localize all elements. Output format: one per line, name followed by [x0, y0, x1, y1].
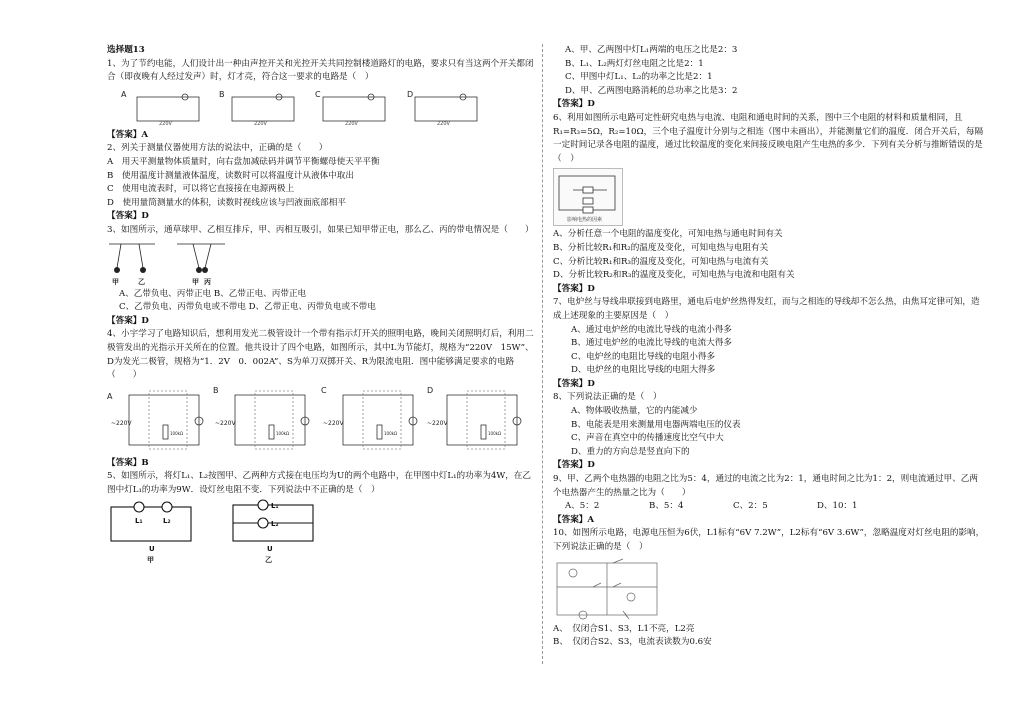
- section-title: 选择题13: [107, 45, 145, 55]
- q6-stem: 6、利用如图所示电路可定性研究电热与电流、电阻和通电时间的关系，图中三个电阻的材料和质量相同，且R₁=R₃=5Ω，R₂=10Ω，三个电子温度计分别与之相连（图中未画出），并能测量它们的温度．闭合开关后，每隔一定时间记录各电阻的温度，通过比较温度的变化来间接反映电阻产生电热的多少．下列有关分析与推断错误的是（ ）: [553, 112, 984, 164]
- q1-volt-b: 220V: [254, 120, 267, 127]
- q1-volt-c: 220V: [345, 120, 358, 127]
- q6-option-b: B、分析比较R₁和R₂的温度及变化，可知电热与电阻有关: [553, 242, 769, 253]
- q5-option-c: C、甲图中灯L₁、L₂的功率之比是2：1: [565, 72, 713, 83]
- right-column: [553, 44, 985, 650]
- q1-volt-d: 220V: [437, 120, 450, 127]
- q3-options-2: C、乙带负电、丙带负电或不带电 D、乙带正电、丙带负电或不带电: [119, 302, 376, 313]
- q9-stem: 9、甲、乙两个电热器的电阻之比为5：4，通过的电流之比为2：1，通电时间之比为1：2，则电流通过甲、乙两个电热器产生的热量之比为（ ）: [553, 474, 978, 498]
- q8-option-b: B、电能表是用来测量用电器两端电压的仪表: [571, 419, 741, 430]
- q10-option-b: B、 仅闭合S2、S3，电流表读数为0.6安: [553, 637, 712, 648]
- q7-option-d: D、电炉丝的电阻比导线的电阻大得多: [571, 365, 716, 376]
- q5-jia: 甲: [147, 556, 154, 565]
- q5-option-a: A、甲、乙两图中灯L₁两端的电压之比是2：3: [565, 45, 738, 55]
- q3-options-1: A、乙带负电、丙带正电 B、乙带正电、丙带正电: [119, 288, 307, 299]
- q4-label-d: D: [427, 385, 434, 395]
- q5-option-b: B、L₁、L₂两灯灯丝电阻之比是2：1: [565, 58, 704, 69]
- q7-option-c: C、电炉丝的电阻比导线的电阻小得多: [571, 351, 716, 362]
- q9-answer: 【答案】A: [553, 514, 595, 525]
- q5-l1-a: L₁: [135, 517, 143, 526]
- q5-l2-a: L₂: [163, 517, 171, 526]
- q5-u-b: U: [267, 545, 273, 554]
- q5-figure: [107, 499, 337, 565]
- q6-option-a: A、分析任意一个电阻的温度变化，可知电热与通电时间有关: [553, 229, 783, 240]
- q10-stem: 10、如图所示电路，电源电压恒为6伏，L1标有“6V 7.2W”，L2标有“6V 3.6W”，忽略温度对灯丝电阻的影响，下列说法正确的是（ ）: [553, 528, 985, 552]
- q1-label-a: A: [121, 89, 127, 99]
- q3-label-1: 甲: [112, 277, 119, 286]
- q3-label-2: 乙: [138, 277, 145, 286]
- q9-option-c: C、2：5: [733, 501, 768, 512]
- q8-option-a: A、物体吸收热量，它的内能减少: [571, 406, 698, 417]
- q5-option-d: D、甲、乙两图电路消耗的总功率之比是3：2: [565, 85, 738, 96]
- q3-label-4: 丙: [204, 277, 211, 286]
- q2-option-a: A 用天平测量物体质量时，向右盘加减砝码并调节平衡螺母使天平平衡: [107, 156, 380, 167]
- q8-answer: 【答案】D: [553, 460, 595, 471]
- q4-res-b: 100kΩ: [276, 430, 290, 436]
- left-column: [107, 44, 535, 567]
- q1-volt-a: 220V: [159, 120, 172, 127]
- q6-figure-caption: 影响电热的因素: [567, 217, 603, 224]
- q2-option-d: D 使用量筒测量水的体积，读数时视线应该与凹液面底部相平: [107, 197, 346, 208]
- column-divider: [542, 44, 543, 664]
- q1-answer: 【答案】A: [107, 129, 149, 140]
- q3-answer: 【答案】D: [107, 315, 149, 326]
- q4-volt-d: ~220V: [427, 419, 448, 427]
- q5-l1-b: L₁: [271, 502, 279, 511]
- q5-stem: 5、如图所示，将灯L₁、L₂按图甲、乙两种方式接在电压均为U的两个电路中，在甲图中灯L₁的功率为4W，在乙图中灯L₁的功率为9W．设灯丝电阻不变．下列说法中不正确的是（ ）: [107, 471, 531, 495]
- q2-stem: 2、列关于测量仪器使用方法的说法中，正确的是（ ）: [107, 143, 328, 154]
- q1-stem: 1、为了节约电能，人们设计出一种由声控开关和光控开关共同控制楼道路灯的电路，要求只有当这两个开关都闭合（即夜晚有人经过发声）时，灯才亮，符合这一要求的电路是（ ）: [107, 58, 534, 83]
- q3-figure: [107, 240, 237, 286]
- q10-option-a: A、 仅闭合S1、S3，L1不亮，L2亮: [553, 623, 695, 634]
- q4-volt-b: ~220V: [215, 419, 236, 427]
- q6-figure: [553, 168, 623, 226]
- q2-option-b: B 使用温度计测量液体温度，读数时可以将温度计从液体中取出: [107, 170, 354, 181]
- q5-u-a: U: [149, 545, 155, 554]
- q4-res-d: 100kΩ: [488, 430, 502, 436]
- q1-figure: [107, 87, 507, 127]
- q2-option-c: C 使用电流表时，可以将它直接接在电源两极上: [107, 184, 295, 195]
- q6-option-c: C、分析比较R₁和R₃的温度及变化，可知电热与电流有关: [553, 256, 769, 267]
- q7-answer: 【答案】D: [553, 378, 595, 389]
- q4-res-c: 100kΩ: [384, 430, 398, 436]
- q1-label-b: B: [219, 89, 225, 99]
- q8-stem: 8、下列说法正确的是（ ）: [553, 392, 662, 403]
- q4-label-a: A: [107, 391, 113, 401]
- q4-volt-c: ~220V: [323, 419, 344, 427]
- q9-option-a: A、5：2: [565, 501, 600, 512]
- q8-option-c: C、声音在真空中的传播速度比空气中大: [571, 433, 724, 444]
- q7-option-a: A、通过电炉丝的电流比导线的电流小得多: [571, 324, 732, 335]
- q5-l2-b: L₂: [271, 520, 279, 529]
- q4-stem: 4、小宇学习了电路知识后，想利用发光二极管设计一个带有指示灯开关的照明电路，晚间关闭照明灯后，利用二极管发出的光指示开关所在的位置。他共设计了四个电路，如图所示，其中L为节能灯，规格为“220V 15W”、D为发光二极管，规格为“1．2V 0．002A”、S为单刀双掷开关、R为限流电阻．图中能够满足要求的电路（ ）: [107, 329, 534, 381]
- q4-res-a: 100kΩ: [170, 430, 184, 436]
- q9-option-d: D、10：1: [817, 501, 858, 512]
- q4-figure: [107, 385, 527, 455]
- q7-option-b: B、通过电炉丝的电流比导线的电流大得多: [571, 338, 733, 349]
- q5-answer: 【答案】D: [553, 99, 595, 110]
- q3-label-3: 甲: [192, 277, 199, 286]
- q8-option-d: D、重力的方向总是竖直向下的: [571, 446, 690, 457]
- q4-label-c: C: [321, 385, 327, 395]
- q5-yi: 乙: [265, 556, 272, 565]
- q6-answer: 【答案】D: [553, 283, 595, 294]
- q9-option-b: B、5：4: [649, 501, 684, 512]
- q6-option-d: D、分析比较R₂和R₃的温度及变化，可知电热与电流和电阻有关: [553, 270, 795, 281]
- q10-figure: [553, 557, 663, 621]
- q4-volt-a: ~220V: [111, 419, 132, 427]
- q4-label-b: B: [213, 385, 219, 395]
- q9-options: [553, 500, 985, 514]
- q4-answer: 【答案】B: [107, 457, 149, 468]
- q3-stem: 3、如图所示，通草球甲、乙相互排斥，甲、丙相互吸引，如果已知甲带正电，那么乙、丙的带电情况是（ ）: [107, 224, 534, 235]
- q1-label-c: C: [315, 89, 321, 99]
- q7-stem: 7、电炉丝与导线串联接到电路里，通电后电炉丝热得发红，而与之相连的导线却不怎么热，由焦耳定律可知，造成上述现象的主要原因是（ ）: [553, 297, 980, 321]
- q1-label-d: D: [407, 89, 414, 99]
- q2-answer: 【答案】D: [107, 211, 149, 222]
